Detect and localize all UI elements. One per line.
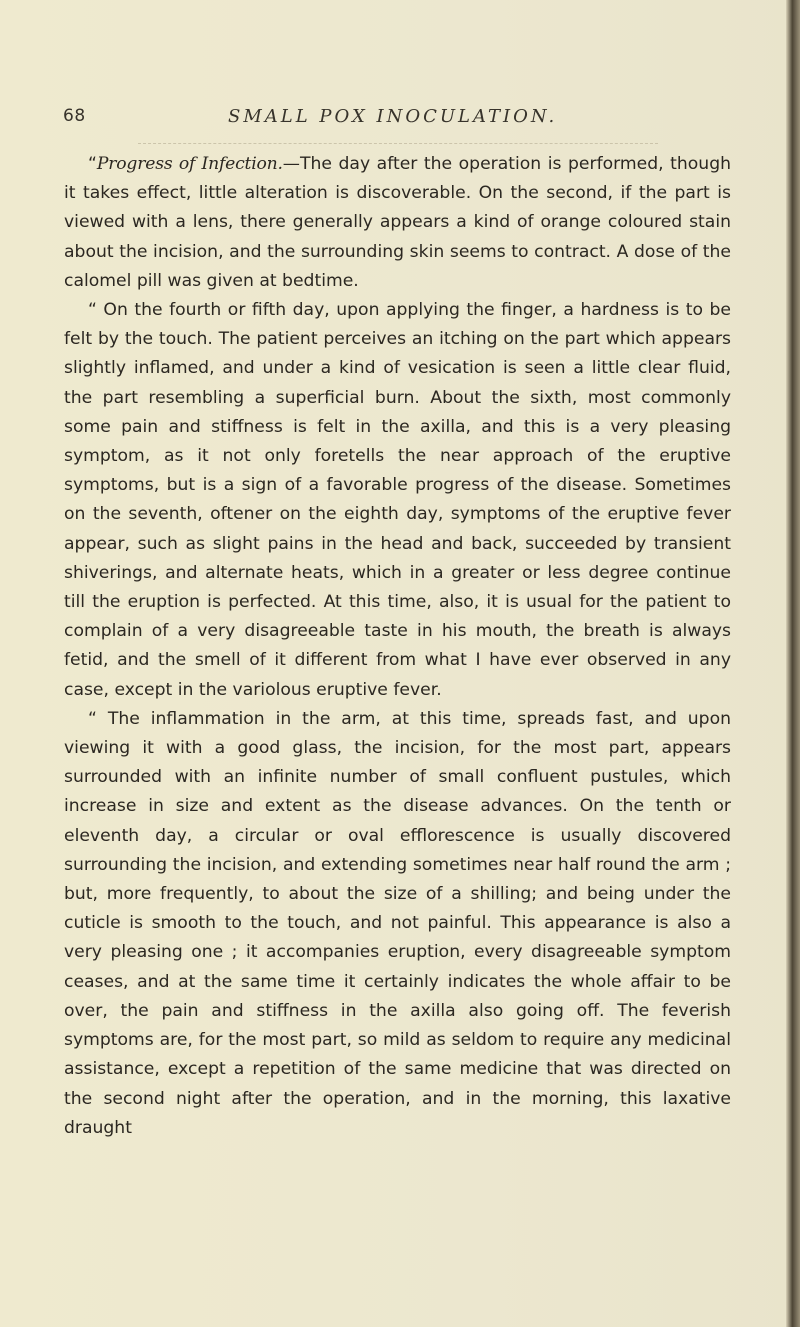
paragraph-progress-of-infection: [64, 150, 731, 296]
page-edge-shadow: [786, 0, 800, 1327]
paragraph-fourth-fifth-day: “ On the fourth or fifth day, upon applying the finger, a hardness is to be felt by the touch. The patient perceives an itching on the part which appears slightly inflamed, and under a kind of vesication is seen a little clear fluid, the part resembling a superficial burn. About the sixth, most commonly some pain and stiffness is felt in the axilla, and this is a very pleasing symptom, as it not only foretells the near approach of the eruptive symptoms, but is a sign of a favorable progress of the disease. Sometimes on the seventh, oftener on the eighth day, symptoms of the eruptive fever appear, such as slight pains in the head and back, succeeded by transient shiverings, and alternate heats, which in a greater or less degree continue till the eruption is perfected. At this time, also, it is usual for the patient to complain of a very disagreeable taste in his mouth, the breath is always fetid, and the smell of it different from what I have ever observed in any case, except in the variolous eruptive fever.: [64, 300, 731, 700]
section-title: Progress of Infection.: [96, 154, 283, 174]
body-text: [64, 150, 731, 1143]
opening-quote: “: [88, 154, 97, 174]
paragraph-inflammation: “ The inflammation in the arm, at this time, spreads fast, and upon viewing it with a good glass, the incision, for the most part, appears surrounded with an infinite number of small confluent pustules, which increase in size and extent as the disease advances. On the tenth or eleventh day, a circular or oval efflorescence is usually discovered surrounding the incision, and extending sometimes near half round the arm ; but, more frequently, to about the size of a shilling; and being under the cuticle is smooth to the touch, and not painful. This appearance is also a very pleasing one ; it accompanies eruption, every disagreeable symptom ceases, and at the same time it certainly indicates the whole affair to be over, the pain and stiffness in the axilla also going off. The feverish symptoms are, for the most part, so mild as seldom to require any medicinal assistance, except a repetition of the same medicine that was directed on the second night after the operation, and in the morning, this laxative draught: [64, 708, 731, 1138]
header-rule: [138, 143, 658, 144]
paragraph-1-text: —The day after the operation is performed, though it takes effect, little alteration is discoverable. On the second, if the part is viewed with a lens, there generally appears a kind of orange coloured stain about the incision, and the surrounding skin seems to contract. A dose of the calomel pill was given at bedtime.: [64, 154, 731, 291]
page-number: 68: [63, 106, 86, 126]
running-head: SMALL POX INOCULATION.: [228, 106, 558, 127]
